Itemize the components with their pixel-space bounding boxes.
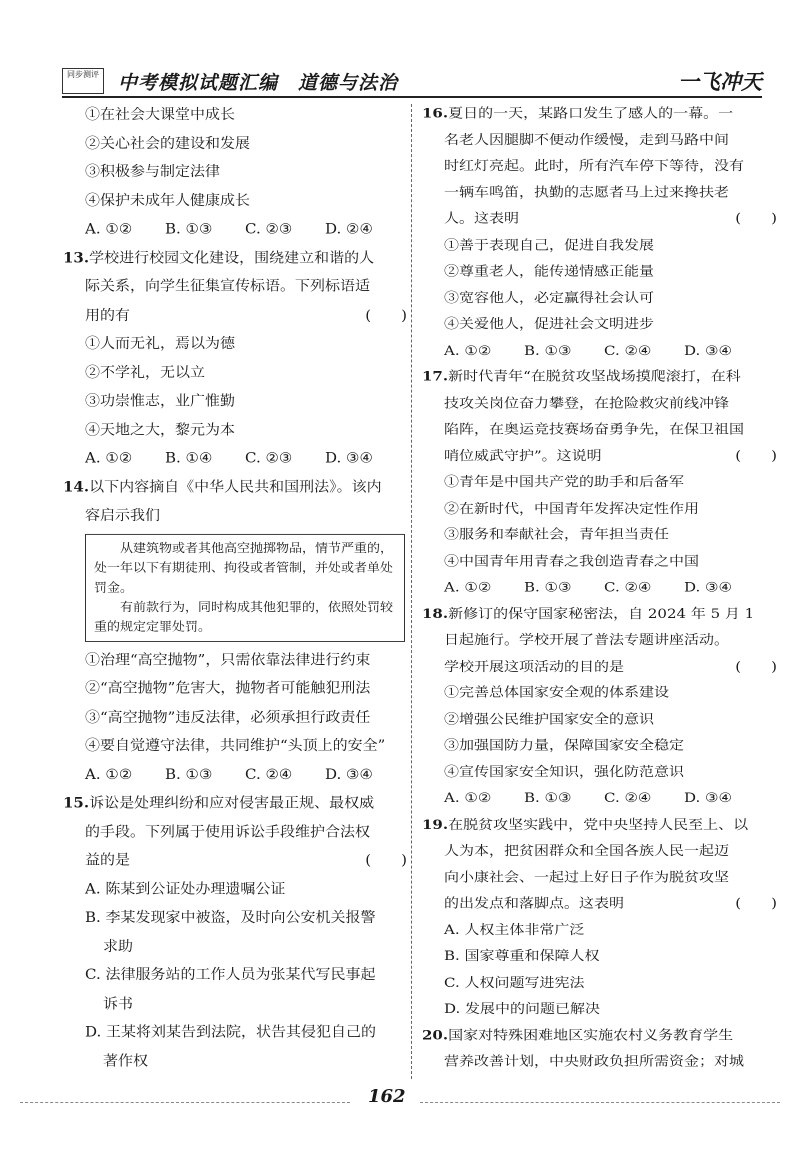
page-footer (0, 1080, 800, 1120)
choice: A. ①② (85, 765, 133, 783)
choice: D. ③④ (684, 579, 732, 595)
q17-text: 技攻关岗位奋力攀登，在抢险救灾前线冲锋 (444, 394, 730, 411)
q16-option: ②尊重老人，能传递情感正能量 (444, 263, 655, 279)
q14-text: 容启示我们 (85, 506, 161, 524)
q17-option: ②在新时代，中国青年发挥决定性作用 (444, 500, 700, 516)
q13-option: ②不学礼，无以立 (85, 363, 206, 381)
answer-bracket: ( ) (735, 210, 777, 227)
q12-option: ②关心社会的建设和发展 (85, 134, 251, 152)
q15-option: B. 李某发现家中被盗，及时向公安机关报警 (85, 908, 376, 926)
question-number: 13. (63, 248, 90, 266)
q13-option: ④天地之大，黎元为本 (85, 420, 236, 438)
q19-text: 的出发点和落脚点。这表明 (444, 895, 625, 911)
q15-option: C. 法律服务站的工作人员为张某代写民事起 (85, 966, 376, 983)
q18-text: 学校开展这项活动的目的是 (444, 658, 625, 674)
page-header (62, 66, 762, 96)
q15-text: 益的是 (85, 851, 131, 869)
choice: A. ①② (444, 342, 492, 358)
q15-text: 诉讼是处理纠纷和应对侵害最正规、最权威 (89, 794, 375, 812)
footer-rule (420, 1102, 780, 1103)
q16-text: 一辆车鸣笛，执勤的志愿者马上过来搀扶老 (444, 184, 730, 200)
q16-choices (422, 337, 777, 363)
answer-bracket: ( ) (735, 895, 777, 911)
choice: C. ②③ (245, 449, 293, 467)
q14-option: ③“高空抛物”违反法律，必须承担行政责任 (85, 708, 371, 726)
q17-stem (422, 363, 777, 389)
answer-bracket: ( ) (735, 447, 777, 464)
q16-text: 时红灯亮起。此时，所有汽车停下等待，没有 (444, 157, 745, 174)
q12-option: ④保护未成年人健康成长 (85, 191, 251, 209)
choice: A. ①② (444, 790, 492, 806)
header-rule (62, 96, 762, 98)
q15-option-cont: 著作权 (103, 1051, 149, 1069)
choice: C. ②④ (604, 342, 652, 358)
q17-text: 哨位威武守护”。这说明 (444, 447, 602, 464)
q16-text: 名老人因腿脚不便动作缓慢，走到马路中间 (444, 131, 730, 148)
q15-text-last (63, 846, 407, 875)
choice: C. ②④ (604, 579, 652, 595)
q18-option: ①完善总体国家安全观的体系建设 (444, 684, 670, 701)
q12-choices (63, 215, 407, 244)
choice: C. ②④ (245, 765, 293, 783)
choice: D. ③④ (325, 765, 373, 783)
q17-option: ①青年是中国共产党的助手和后备军 (444, 473, 685, 490)
book-title: 中考模拟试题汇编 道德与法治 (118, 72, 399, 94)
column-divider (411, 104, 412, 1079)
question-number: 15. (63, 794, 90, 812)
q15-stem (63, 789, 407, 818)
q14-option: ②“高空抛物”危害大，抛物者可能触犯刑法 (85, 679, 371, 697)
answer-bracket: ( ) (365, 306, 407, 324)
choice: B. ①③ (524, 790, 572, 806)
answer-bracket: ( ) (365, 851, 407, 869)
q14-stem (63, 472, 407, 501)
law-excerpt-box (85, 533, 405, 641)
question-number: 20. (422, 1027, 449, 1043)
q18-choices (422, 785, 777, 811)
q13-stem (63, 243, 407, 272)
choice: B. ①④ (165, 449, 213, 467)
q20-stem (422, 1022, 777, 1048)
choice: D. ③④ (325, 449, 373, 467)
q13-option: ①人而无礼，焉以为德 (85, 334, 236, 352)
q13-text: 用的有 (85, 306, 131, 324)
q19-option: D. 发展中的问题已解决 (444, 1000, 601, 1017)
law-paragraph: 有前款行为，同时构成其他犯罪的，依照处罚较重的规定定罪处罚。 (94, 600, 394, 634)
answer-bracket: ( ) (735, 658, 777, 674)
question-number: 17. (422, 368, 449, 385)
choice: A. ①② (85, 449, 133, 467)
q14-text: 以下内容摘自《中华人民共和国刑法》。该内 (89, 478, 382, 495)
q19-stem (422, 811, 777, 837)
q13-text-last (63, 301, 407, 330)
q17-text-last (422, 442, 777, 468)
q14-option: ④要自觉遵守法律，共同维护“头顶上的安全” (85, 736, 386, 754)
left-column (63, 100, 407, 1075)
q18-text-last (422, 653, 777, 679)
q18-stem (422, 600, 777, 626)
q19-text: 在脱贫攻坚实践中，党中央坚持人民至上、以 (448, 816, 749, 832)
q17-choices (422, 574, 777, 600)
choice: A. ①② (85, 220, 133, 238)
footer-rule (20, 1102, 350, 1103)
q17-option: ④中国青年用青春之我创造青春之中国 (444, 552, 700, 569)
brand-name: 一飞冲天 (678, 69, 762, 94)
q19-text-last (422, 890, 777, 916)
series-logo: 同步测评 (62, 68, 104, 94)
choice: D. ③④ (684, 342, 732, 358)
choice: A. ①② (444, 579, 492, 595)
q14-choices (63, 760, 407, 789)
q18-text: 新修订的保守国家秘密法，自 2024 年 5 月 1 (448, 605, 755, 622)
q16-stem (422, 100, 777, 126)
q19-text: 人为本，把贫困群众和全国各族人民一起迈 (444, 842, 730, 859)
q19-text: 向小康社会、一起过上好日子作为脱贫攻坚 (444, 869, 730, 885)
q16-option: ①善于表现自己，促进自我发展 (444, 236, 655, 253)
q15-option: D. 王某将刘某告到法院，状告其侵犯自己的 (85, 1023, 377, 1041)
choice: B. ①③ (524, 342, 572, 358)
choice: C. ②④ (604, 790, 652, 806)
q19-option: A. 人权主体非常广泛 (444, 921, 585, 938)
choice: C. ②③ (245, 220, 293, 238)
q13-text: 学校进行校园文化建设，围绕建立和谐的人 (89, 248, 375, 266)
q15-text: 的手段。下列属于使用诉讼手段维护合法权 (85, 822, 371, 840)
q13-option: ③功崇惟志，业广惟勤 (85, 392, 236, 410)
q20-text: 营养改善计划，中央财政负担所需资金；对城 (444, 1053, 745, 1069)
choice: B. ①③ (165, 765, 213, 783)
q19-option: C. 人权问题写进宪法 (444, 974, 585, 990)
q18-option: ④宣传国家安全知识，强化防范意识 (444, 763, 685, 780)
page-number: 162 (368, 1086, 406, 1107)
q15-option: A. 陈某到公证处办理遗嘱公证 (85, 880, 286, 898)
q17-option: ③服务和奉献社会，青年担当责任 (444, 526, 670, 543)
law-paragraph: 从建筑物或者其他高空抛掷物品，情节严重的，处一年以下有期徒刑、拘役或者管制，并处或者单处罚金。 (94, 541, 394, 595)
question-number: 18. (422, 605, 449, 622)
q20-text: 国家对特殊困难地区实施农村义务教育学生 (448, 1027, 734, 1043)
q18-option: ②增强公民维护国家安全的意识 (444, 710, 655, 727)
q13-text: 际关系，向学生征集宣传标语。下列标语适 (85, 277, 371, 295)
q16-option: ③宽容他人，必定赢得社会认可 (444, 289, 655, 306)
q16-text: 人。这表明 (444, 210, 520, 227)
q15-option-cont: 诉书 (103, 994, 134, 1012)
q18-text: 日起施行。学校开展了普法专题讲座活动。 (444, 631, 730, 648)
choice: B. ①③ (524, 579, 572, 595)
question-number: 19. (422, 816, 449, 832)
choice: B. ①③ (165, 220, 213, 238)
choice: D. ③④ (684, 790, 732, 806)
q15-option-cont: 求助 (103, 937, 134, 955)
q16-text: 夏日的一天，某路口发生了感人的一幕。一 (448, 105, 734, 121)
q17-text: 陷阵，在奥运竞技赛场奋勇争先，在保卫祖国 (444, 421, 745, 437)
question-number: 16. (422, 105, 449, 121)
q19-option: B. 国家尊重和保障人权 (444, 948, 600, 964)
q16-option: ④关爱他人，促进社会文明进步 (444, 315, 655, 332)
right-column (422, 100, 777, 1075)
q18-option: ③加强国防力量，保障国家安全稳定 (444, 737, 685, 753)
choice: D. ②④ (325, 220, 373, 238)
q14-option: ①治理“高空抛物”，只需依靠法律进行约束 (85, 650, 371, 668)
question-number: 14. (63, 478, 90, 495)
q13-choices (63, 444, 407, 473)
q12-option: ③积极参与制定法律 (85, 162, 221, 180)
q12-option: ①在社会大课堂中成长 (85, 105, 236, 123)
q16-text-last (422, 205, 777, 231)
q17-text: 新时代青年“在脱贫攻坚战场摸爬滚打，在科 (448, 368, 741, 385)
